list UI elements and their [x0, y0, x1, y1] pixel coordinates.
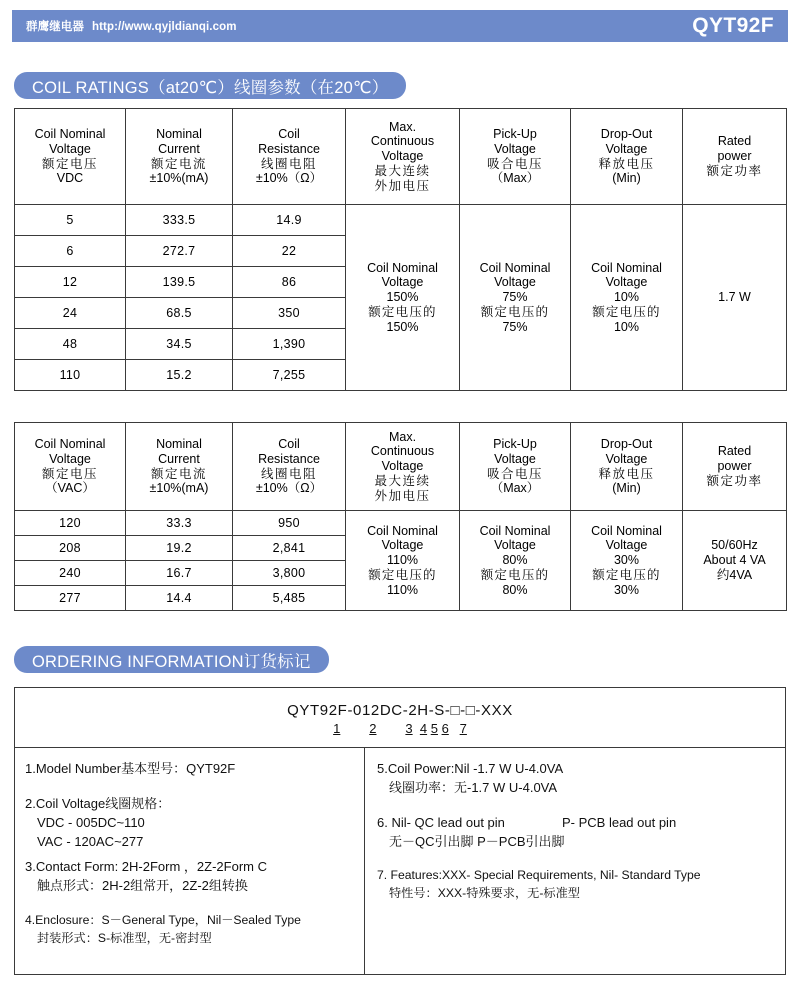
cell-rated-power: 1.7 W	[683, 205, 787, 391]
cell-voltage: 277	[15, 586, 126, 611]
cell-resistance: 2,841	[233, 536, 346, 561]
page-header-bar	[12, 10, 788, 42]
part-number-zone	[15, 688, 785, 748]
marker-5: 5	[430, 720, 438, 736]
coil-ratings-dc-table	[14, 108, 787, 391]
cell-voltage: 120	[15, 511, 126, 536]
cell-max-continuous-voltage: Coil Nominal Voltage 150% 额定电压的 150%	[346, 205, 460, 391]
ordering-columns	[15, 748, 785, 975]
cell-resistance: 5,485	[233, 586, 346, 611]
cell-voltage: 48	[15, 329, 126, 360]
model-code-title: QYT92F	[692, 14, 774, 37]
marker-1: 1	[333, 720, 341, 736]
cell-resistance: 350	[233, 298, 346, 329]
cell-resistance: 950	[233, 511, 346, 536]
table-header-row	[15, 423, 787, 511]
cell-pick-up-voltage: Coil Nominal Voltage 75% 额定电压的 75%	[460, 205, 571, 391]
marker-7: 7	[459, 720, 467, 736]
th-coil-resistance: Coil Resistance 线圈电阻 ±10%（Ω）	[233, 109, 346, 205]
table-header-row	[15, 109, 787, 205]
cell-resistance: 3,800	[233, 561, 346, 586]
marker-2: 2	[369, 720, 377, 736]
cell-current: 34.5	[126, 329, 233, 360]
cell-voltage: 240	[15, 561, 126, 586]
cell-rated-power: 50/60Hz About 4 VA 约4VA	[683, 511, 787, 611]
th-rated-power: Rated power 额定功率	[683, 109, 787, 205]
cell-current: 19.2	[126, 536, 233, 561]
cell-drop-out-voltage: Coil Nominal Voltage 30% 额定电压的 30%	[571, 511, 683, 611]
cell-max-continuous-voltage: Coil Nominal Voltage 110% 额定电压的 110%	[346, 511, 460, 611]
section-title-ordering-information: ORDERING INFORMATION订货标记	[14, 646, 329, 673]
section-title-coil-ratings: COIL RATINGS（at20℃）线圈参数（在20℃）	[14, 72, 406, 99]
cell-voltage: 110	[15, 360, 126, 391]
th-coil-nominal-voltage: Coil Nominal Voltage 额定电压 VDC	[15, 109, 126, 205]
ordering-left-column	[15, 748, 365, 975]
table-row	[15, 511, 787, 536]
cell-resistance: 14.9	[233, 205, 346, 236]
cell-voltage: 12	[15, 267, 126, 298]
th-rated-power: Rated power 额定功率	[683, 423, 787, 511]
th-nominal-current: Nominal Current 额定电流 ±10%(mA)	[126, 109, 233, 205]
ordering-item-4: 4.Enclosure：S－General Type，Nil－Sealed Type 封装形式：S-标准型，无-密封型	[25, 913, 301, 945]
th-coil-nominal-voltage: Coil Nominal Voltage 额定电压 （VAC）	[15, 423, 126, 511]
cell-current: 272.7	[126, 236, 233, 267]
cell-resistance: 86	[233, 267, 346, 298]
th-pick-up-voltage: Pick-Up Voltage 吸合电压 （Max）	[460, 109, 571, 205]
cell-voltage: 6	[15, 236, 126, 267]
cell-drop-out-voltage: Coil Nominal Voltage 10% 额定电压的 10%	[571, 205, 683, 391]
cell-current: 14.4	[126, 586, 233, 611]
part-number-markers	[333, 721, 467, 736]
brand-name-cn: 群鹰继电器	[26, 21, 84, 33]
cell-resistance: 22	[233, 236, 346, 267]
th-max-continuous-voltage: Max. Continuous Voltage 最大连续 外加电压	[346, 109, 460, 205]
th-pick-up-voltage: Pick-Up Voltage 吸合电压 （Max）	[460, 423, 571, 511]
ordering-item-3: 3.Contact Form: 2H-2Form ，2Z-2Form C 触点形式：2H-2组常开，2Z-2组转换	[25, 859, 267, 894]
coil-ratings-ac-table	[14, 422, 787, 611]
ordering-item-7: 7. Features:XXX- Special Requirements, Nil- Standard Type 特性号：XXX-特殊要求，无-标准型	[377, 868, 701, 901]
ordering-item-1: 1.Model Number基本型号：QYT92F	[25, 761, 236, 776]
part-number-example: QYT92F-012DC-2H-S-□-□-XXX	[287, 701, 513, 719]
cell-voltage: 208	[15, 536, 126, 561]
th-nominal-current: Nominal Current 额定电流 ±10%(mA)	[126, 423, 233, 511]
cell-current: 68.5	[126, 298, 233, 329]
cell-current: 139.5	[126, 267, 233, 298]
table-row	[15, 205, 787, 236]
marker-4: 4	[419, 720, 428, 736]
cell-current: 333.5	[126, 205, 233, 236]
marker-6: 6	[441, 720, 449, 736]
ordering-information-box	[14, 687, 786, 975]
brand-website-url: http://www.qyjldianqi.com	[92, 21, 237, 33]
brand-block	[26, 18, 237, 34]
ordering-item-6: 6. Nil- QC lead out pin P- PCB lead out pin 无－QC引出脚 P－PCB引出脚	[377, 814, 677, 849]
cell-current: 16.7	[126, 561, 233, 586]
th-drop-out-voltage: Drop-Out Voltage 释放电压 (Min)	[571, 109, 683, 205]
cell-resistance: 7,255	[233, 360, 346, 391]
cell-current: 15.2	[126, 360, 233, 391]
ordering-item-5: 5.Coil Power:Nil -1.7 W U-4.0VA 线圈功率：无-1.7 W U-4.0VA	[377, 761, 564, 795]
cell-voltage: 24	[15, 298, 126, 329]
cell-current: 33.3	[126, 511, 233, 536]
marker-3: 3	[405, 720, 413, 736]
th-coil-resistance: Coil Resistance 线圈电阻 ±10%（Ω）	[233, 423, 346, 511]
cell-resistance: 1,390	[233, 329, 346, 360]
cell-voltage: 5	[15, 205, 126, 236]
th-max-continuous-voltage: Max. Continuous Voltage 最大连续 外加电压	[346, 423, 460, 511]
ordering-right-column	[365, 748, 785, 975]
ordering-item-2: 2.Coil Voltage线圈规格： VDC - 005DC~110 VAC - 120AC~277	[25, 795, 171, 849]
th-drop-out-voltage: Drop-Out Voltage 释放电压 (Min)	[571, 423, 683, 511]
cell-pick-up-voltage: Coil Nominal Voltage 80% 额定电压的 80%	[460, 511, 571, 611]
